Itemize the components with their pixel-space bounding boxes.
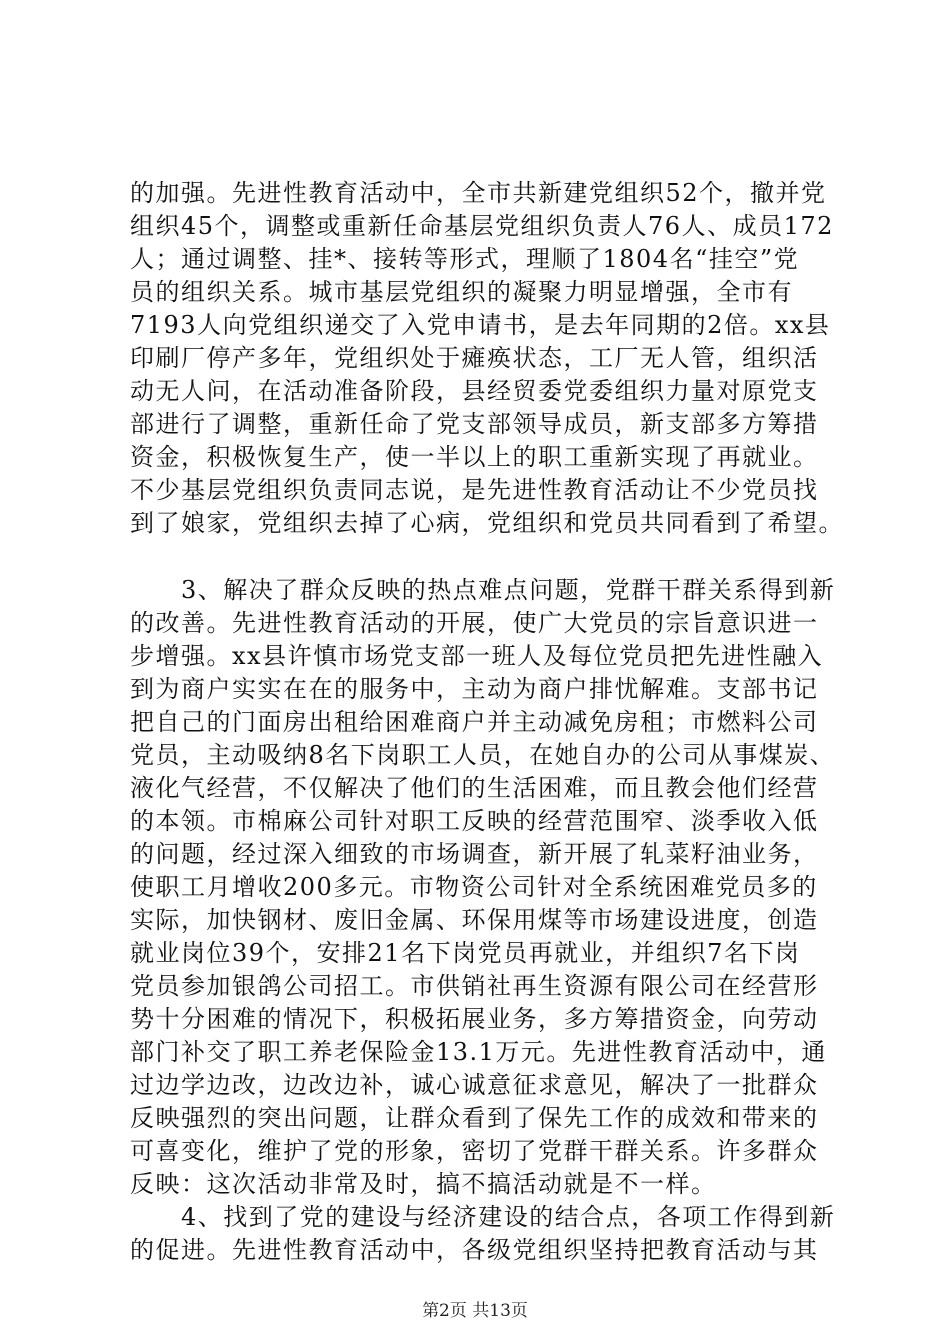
paragraph-2-line-11: 实际，加快钢材、废旧金属、环保用煤等市场建设进度，创造 bbox=[130, 906, 819, 934]
paragraph-2-line-12: 就业岗位39个，安排21名下岗党员再就业，并组织7名下岗 bbox=[130, 939, 801, 967]
paragraph-1-line-1: 的加强。先进性教育活动中，全市共新建党组织52个，撤并党 bbox=[130, 179, 827, 207]
paragraph-2-line-18: 可喜变化，维护了党的形象，密切了党群干群关系。许多群众 bbox=[130, 1137, 819, 1165]
paragraph-1-line-10: 不少基层党组织负责同志说，是先进性教育活动让不少党员找 bbox=[130, 476, 819, 504]
paragraph-1-line-11: 到了娘家，党组织去掉了心病，党组织和党员共同看到了希望。 bbox=[130, 509, 844, 537]
paragraph-1-line-6: 印刷厂停产多年，党组织处于瘫痪状态，工厂无人管，组织活 bbox=[130, 344, 819, 372]
page-footer: 第2页 共13页 bbox=[422, 1301, 528, 1321]
paragraph-3-line-1: 4、找到了党的建设与经济建设的结合点，各项工作得到新 bbox=[130, 1203, 836, 1231]
paragraph-2-line-1: 3、解决了群众反映的热点难点问题，党群干群关系得到新 bbox=[130, 576, 836, 604]
paragraph-1-line-8: 部进行了调整，重新任命了党支部领导成员，新支部多方筹措 bbox=[130, 410, 819, 438]
paragraph-2-line-16: 过边学边改，边改边补，诚心诚意征求意见，解决了一批群众 bbox=[130, 1071, 819, 1099]
paragraph-2-line-8: 的本领。市棉麻公司针对职工反映的经营范围窄、淡季收入低 bbox=[130, 807, 819, 835]
paragraph-2-line-5: 把自己的门面房出租给困难商户并主动减免房租；市燃料公司 bbox=[130, 708, 819, 736]
paragraph-2-line-4: 到为商户实实在在的服务中，主动为商户排忧解难。支部书记 bbox=[130, 675, 819, 703]
paragraph-1-line-3: 人；通过调整、挂*、接转等形式，理顺了1804名“挂空”党 bbox=[130, 245, 800, 273]
paragraph-1-line-9: 资金，积极恢复生产，使一半以上的职工重新实现了再就业。 bbox=[130, 443, 819, 471]
paragraph-3-line-2: 的促进。先进性教育活动中，各级党组织坚持把教育活动与其 bbox=[130, 1236, 819, 1264]
paragraph-2-line-7: 液化气经营，不仅解决了他们的生活困难，而且教会他们经营 bbox=[130, 774, 819, 802]
paragraph-1-line-4: 员的组织关系。城市基层党组织的凝聚力明显增强，全市有 bbox=[130, 278, 793, 306]
paragraph-2-line-2: 的改善。先进性教育活动的开展，使广大党员的宗旨意识进一 bbox=[130, 609, 819, 637]
paragraph-2-line-10: 使职工月增收200多元。市物资公司针对全系统困难党员多的 bbox=[130, 873, 818, 901]
paragraph-2-line-6: 党员，主动吸纳8名下岗职工人员，在她自办的公司从事煤炭、 bbox=[130, 741, 836, 769]
paragraph-1-line-5: 7193人向党组织递交了入党申请书，是去年同期的2倍。xx县 bbox=[130, 311, 831, 339]
paragraph-1-line-2: 组织45个，调整或重新任命基层党组织负责人76人、成员172 bbox=[130, 212, 834, 240]
paragraph-2-line-9: 的问题，经过深入细致的市场调查，新开展了轧菜籽油业务， bbox=[130, 840, 819, 868]
paragraph-2-line-14: 势十分困难的情况下，积极拓展业务，多方筹措资金，向劳动 bbox=[130, 1005, 819, 1033]
paragraph-1-line-7: 动无人问，在活动准备阶段，县经贸委党委组织力量对原党支 bbox=[130, 377, 819, 405]
paragraph-2-line-19: 反映：这次活动非常及时，搞不搞活动就是不一样。 bbox=[130, 1170, 717, 1198]
paragraph-2-line-3: 步增强。xx县许慎市场党支部一班人及每位党员把先进性融入 bbox=[130, 642, 824, 670]
paragraph-2-line-13: 党员参加银鸽公司招工。市供销社再生资源有限公司在经营形 bbox=[130, 972, 819, 1000]
paragraph-2-line-17: 反映强烈的突出问题，让群众看到了保先工作的成效和带来的 bbox=[130, 1104, 819, 1132]
paragraph-2-line-15: 部门补交了职工养老保险金13.1万元。先进性教育活动中，通 bbox=[130, 1038, 827, 1066]
